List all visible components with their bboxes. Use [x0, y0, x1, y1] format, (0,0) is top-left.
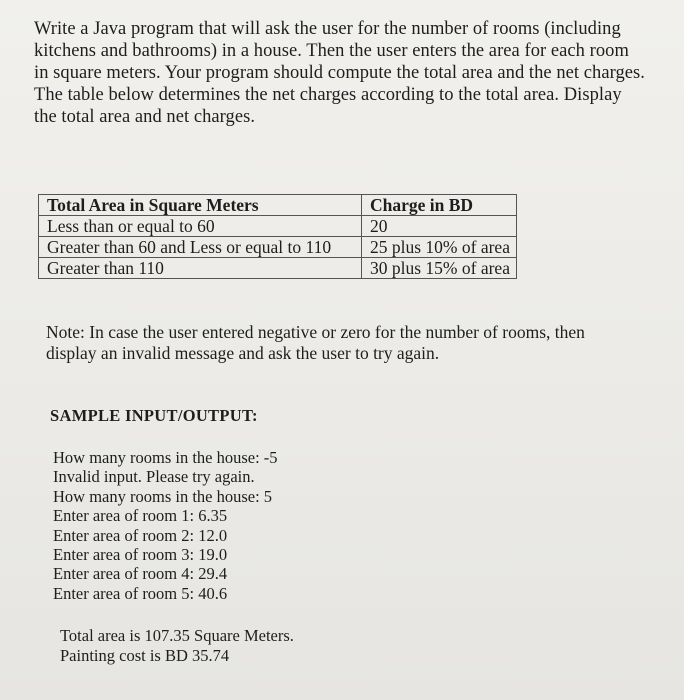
header-charge: Charge in BD — [362, 195, 517, 216]
header-total-area: Total Area in Square Meters — [39, 195, 362, 216]
sample-io-title: SAMPLE INPUT/OUTPUT: — [50, 406, 258, 425]
io-line: Enter area of room 5: 40.6 — [53, 583, 228, 603]
io-line: How many rooms in the house: 5 — [53, 486, 273, 506]
table-row — [39, 216, 517, 237]
table-row — [39, 237, 517, 258]
result-line: Painting cost is BD 35.74 — [60, 645, 230, 665]
io-line: Enter area of room 3: 19.0 — [53, 545, 228, 565]
problem-statement — [34, 18, 660, 128]
table-cell-area: Greater than 110 — [39, 258, 362, 279]
io-line: Enter area of room 1: 6.35 — [53, 506, 228, 526]
table-cell-area: Less than or equal to 60 — [39, 216, 362, 237]
sample-result-lines — [60, 626, 294, 665]
table-cell-charge: 20 — [362, 216, 517, 237]
table-cell-charge: 25 plus 10% of area — [362, 237, 517, 258]
problem-line: kitchens and bathrooms) in a house. Then the user enters the area for each room — [34, 41, 629, 61]
io-line: Enter area of room 2: 12.0 — [53, 525, 228, 545]
table-header-row — [39, 195, 517, 216]
result-line: Total area is 107.35 Square Meters. — [60, 626, 294, 645]
charge-table — [38, 194, 517, 279]
sample-io-lines — [53, 448, 278, 603]
io-line: Enter area of room 4: 29.4 — [53, 564, 228, 584]
note-paragraph — [46, 322, 666, 364]
table-row — [39, 258, 517, 279]
table-cell-area: Greater than 60 and Less or equal to 110 — [39, 237, 362, 258]
io-line: How many rooms in the house: -5 — [53, 448, 278, 467]
table-cell-charge: 30 plus 15% of area — [362, 258, 517, 279]
problem-line: The table below determines the net charges according to the total area. Display — [34, 85, 622, 105]
io-line: Invalid input. Please try again. — [53, 467, 255, 487]
note-line: display an invalid message and ask the user to try again. — [46, 343, 440, 363]
problem-line: the total area and net charges. — [34, 107, 256, 127]
problem-line: Write a Java program that will ask the user for the number of rooms (including — [34, 19, 621, 39]
note-line: Note: In case the user entered negative or zero for the number of rooms, then — [46, 322, 585, 342]
problem-line: in square meters. Your program should compute the total area and the net charges. — [34, 63, 645, 83]
